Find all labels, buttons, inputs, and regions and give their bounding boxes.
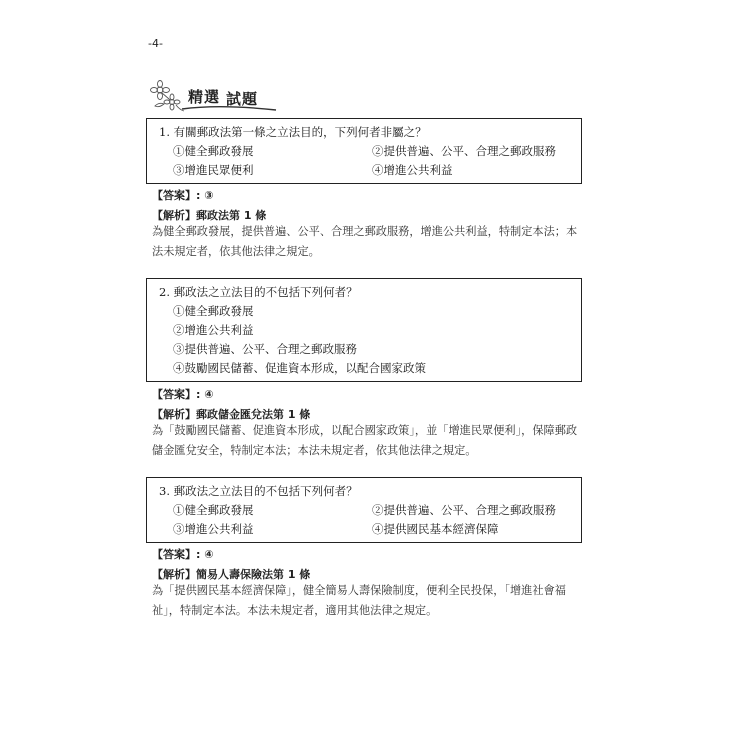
answer-3: 【答案】: ④: [152, 548, 214, 561]
answer-2: 【答案】: ④: [152, 388, 214, 401]
explanation-line: 儲金匯兌安全，特制定本法；本法未規定者，依其他法律之規定。: [152, 444, 477, 457]
analysis-title-2: 【解析】郵政儲金匯兌法第 1 條: [152, 408, 311, 421]
option: ③增進公共利益: [173, 522, 254, 536]
option: ③提供普遍、公平、合理之郵政服務: [173, 342, 357, 356]
option: ①健全郵政發展: [173, 144, 254, 158]
option: ②提供普遍、公平、合理之郵政服務: [372, 144, 556, 158]
option: ②提供普遍、公平、合理之郵政服務: [372, 503, 556, 517]
explanation-2: [152, 421, 588, 461]
explanation-line: 為「鼓勵國民儲蓄、促進資本形成，以配合國家政策」，並「增進民眾便利」，保障郵政: [152, 424, 578, 437]
question-box-2: [146, 278, 582, 382]
question-box-1: [146, 118, 582, 184]
explanation-line: 為健全郵政發展，提供普遍、公平、合理之郵政服務，增進公共利益，特制定本法；本: [152, 225, 578, 238]
explanation-3: [152, 581, 588, 621]
title-underline: [180, 103, 280, 113]
analysis-title-1: 【解析】郵政法第 1 條: [152, 209, 267, 222]
option: ②增進公共利益: [173, 323, 254, 337]
explanation-line: 法未規定者，依其他法律之規定。: [152, 245, 320, 258]
option: ①健全郵政發展: [173, 503, 254, 517]
page-number: -4-: [148, 37, 163, 50]
answer-1: 【答案】: ③: [152, 189, 214, 202]
question-stem: 1. 有關郵政法第一條之立法目的，下列何者非屬之？: [159, 125, 427, 139]
section-title-part1: 精選: [188, 88, 221, 106]
analysis-title-3: 【解析】簡易人壽保險法第 1 條: [152, 568, 311, 581]
question-stem: 3. 郵政法之立法目的不包括下列何者？: [159, 484, 358, 498]
question-box-3: [146, 477, 582, 543]
explanation-line: 祉」，特制定本法。本法未規定者，適用其他法律之規定。: [152, 604, 438, 617]
section-header: [150, 80, 280, 114]
option: ④鼓勵國民儲蓄、促進資本形成，以配合國家政策: [173, 361, 426, 375]
question-stem: 2. 郵政法之立法目的不包括下列何者？: [159, 285, 358, 299]
option: ④提供國民基本經濟保障: [372, 522, 499, 536]
explanation-1: [152, 222, 588, 262]
option: ③增進民眾便利: [173, 163, 254, 177]
option: ④增進公共利益: [372, 163, 453, 177]
explanation-line: 為「提供國民基本經濟保障」，健全簡易人壽保險制度，便利全民投保，「增進社會福: [152, 584, 566, 597]
section-title-part2: 試題: [226, 90, 259, 108]
option: ①健全郵政發展: [173, 304, 254, 318]
